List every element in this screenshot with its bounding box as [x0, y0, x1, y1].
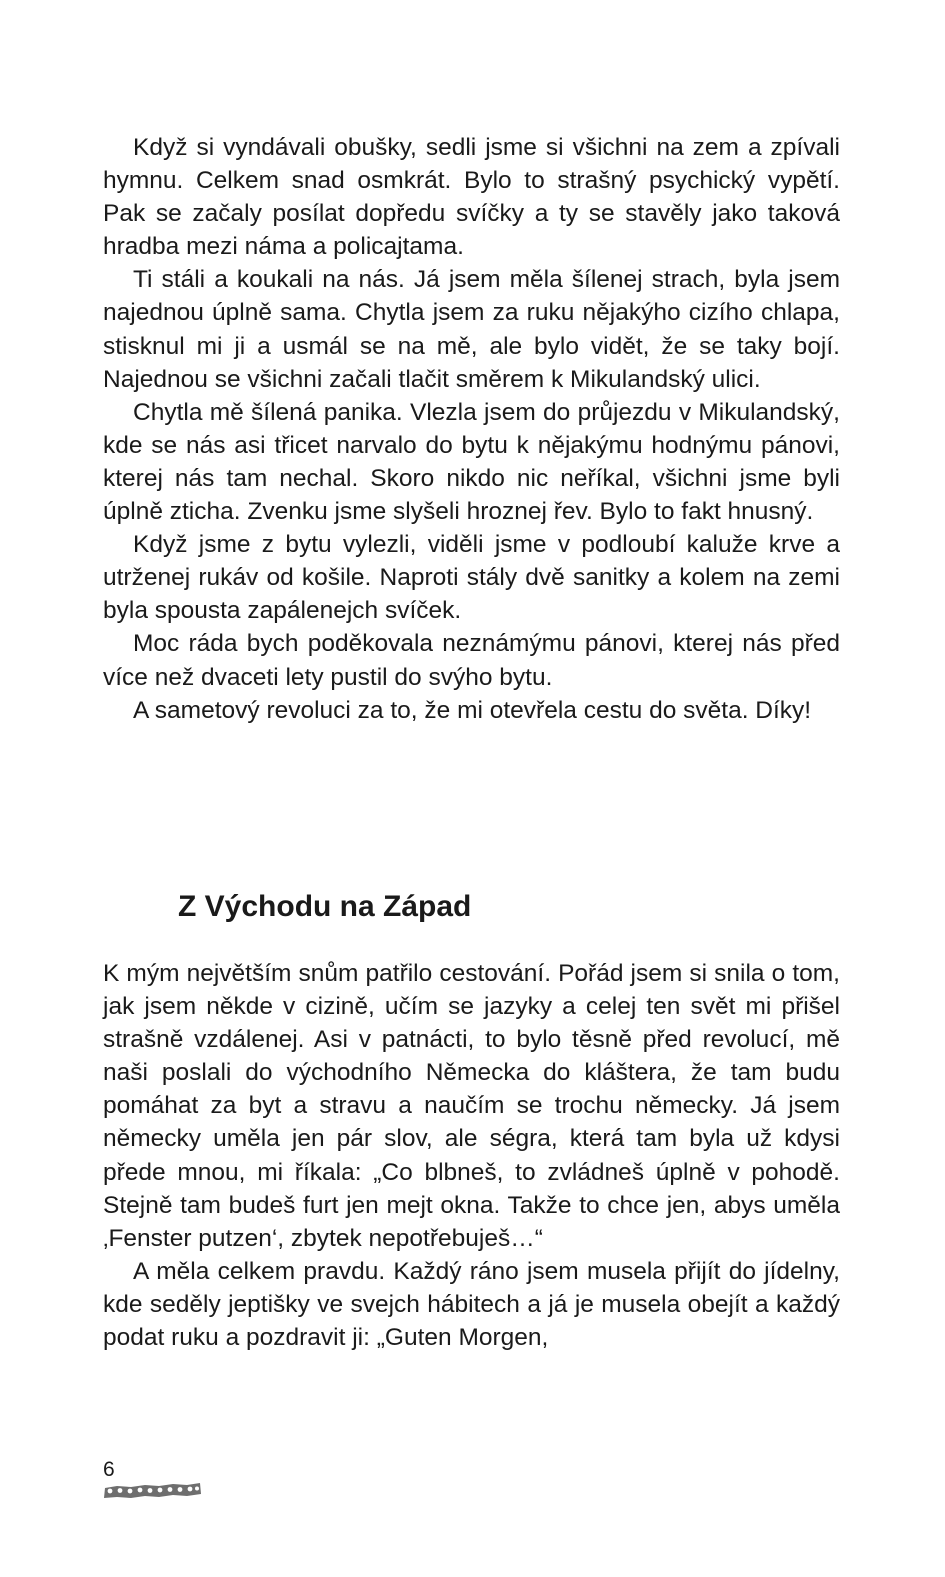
paragraph: A sametový revoluci za to, že mi otevřela cestu do světa. Díky! — [133, 696, 812, 724]
paragraph: Když si vyndávali obušky, sedli jsme si všichni na zem a zpívali hymnu. Celkem snad osmkrát. Bylo to strašný psychický vypětí. Pak se začaly posílat dopředu svíčky a ty se stavěly jako taková hradba mezi náma a policajtama. — [103, 134, 840, 261]
paragraph: Chytla mě šílená panika. Vlezla jsem do průjezdu v Mikulandský, kde se nás asi třicet narvalo do bytu k nějakýmu hodnýmu pánovi, kterej nás tam nechal. Skoro nikdo nic neříkal, všichni jsme byli úplně zticha. Zvenku jsme slyšeli hroznej řev. Bylo to fakt hnusný. — [103, 398, 840, 526]
paragraph: Moc ráda bych poděkovala neznámýmu pánovi, kterej nás před více než dvaceti lety pustil do svýho bytu. — [103, 630, 840, 691]
story-ending-text — [103, 131, 840, 727]
paragraph: K mým největším snům patřilo cestování. Pořád jsem si snila o tom, jak jsem někde v cizině, učím se jazyky a celej ten svět mi přišel strašně vzdálenej. Asi v patnácti, to bylo těsně před revolucí, mě naši poslali do východního Německa do kláštera, že tam budu pomáhat za byt a stravu a naučím se trochu německy. Já jsem německy uměla jen pár slov, ale ségra, která tam byla už kdysi přede mnou, mi říkala: „Co blbneš, to zvládneš úplně v pohodě. Stejně tam budeš furt jen mejt okna. Takže to chce jen, abys uměla ‚Fenster putzen‘, zbytek nepotřebuješ…“ — [103, 960, 840, 1252]
film-strip-icon — [101, 1476, 203, 1502]
chapter-title: Z Východu na Západ — [178, 890, 472, 923]
paragraph: A měla celkem pravdu. Každý ráno jsem musela přijít do jídelny, kde seděly jeptišky ve svejch hábitech a já je musela obejít a každý podat ruku a pozdravit ji: „Guten Morgen, — [103, 1257, 840, 1352]
paragraph: Když jsme z bytu vylezli, viděli jsme v podloubí kaluže krve a utrženej rukáv od košile. Naproti stály dvě sanitky a kolem na zemi byla spousta zapálenejch svíček. — [103, 531, 840, 625]
chapter-body-text — [103, 957, 840, 1354]
paragraph: Ti stáli a koukali na nás. Já jsem měla šílenej strach, byla jsem najednou úplně sama. Chytla jsem za ruku nějakýho cizího chlapa, stisknul mi ji a usmál se na mě, ale bylo vidět, že se taky bojí. Najednou se všichni začali tlačit směrem k Mikulandský ulici. — [103, 266, 840, 393]
page-number: 6 — [103, 1458, 115, 1481]
